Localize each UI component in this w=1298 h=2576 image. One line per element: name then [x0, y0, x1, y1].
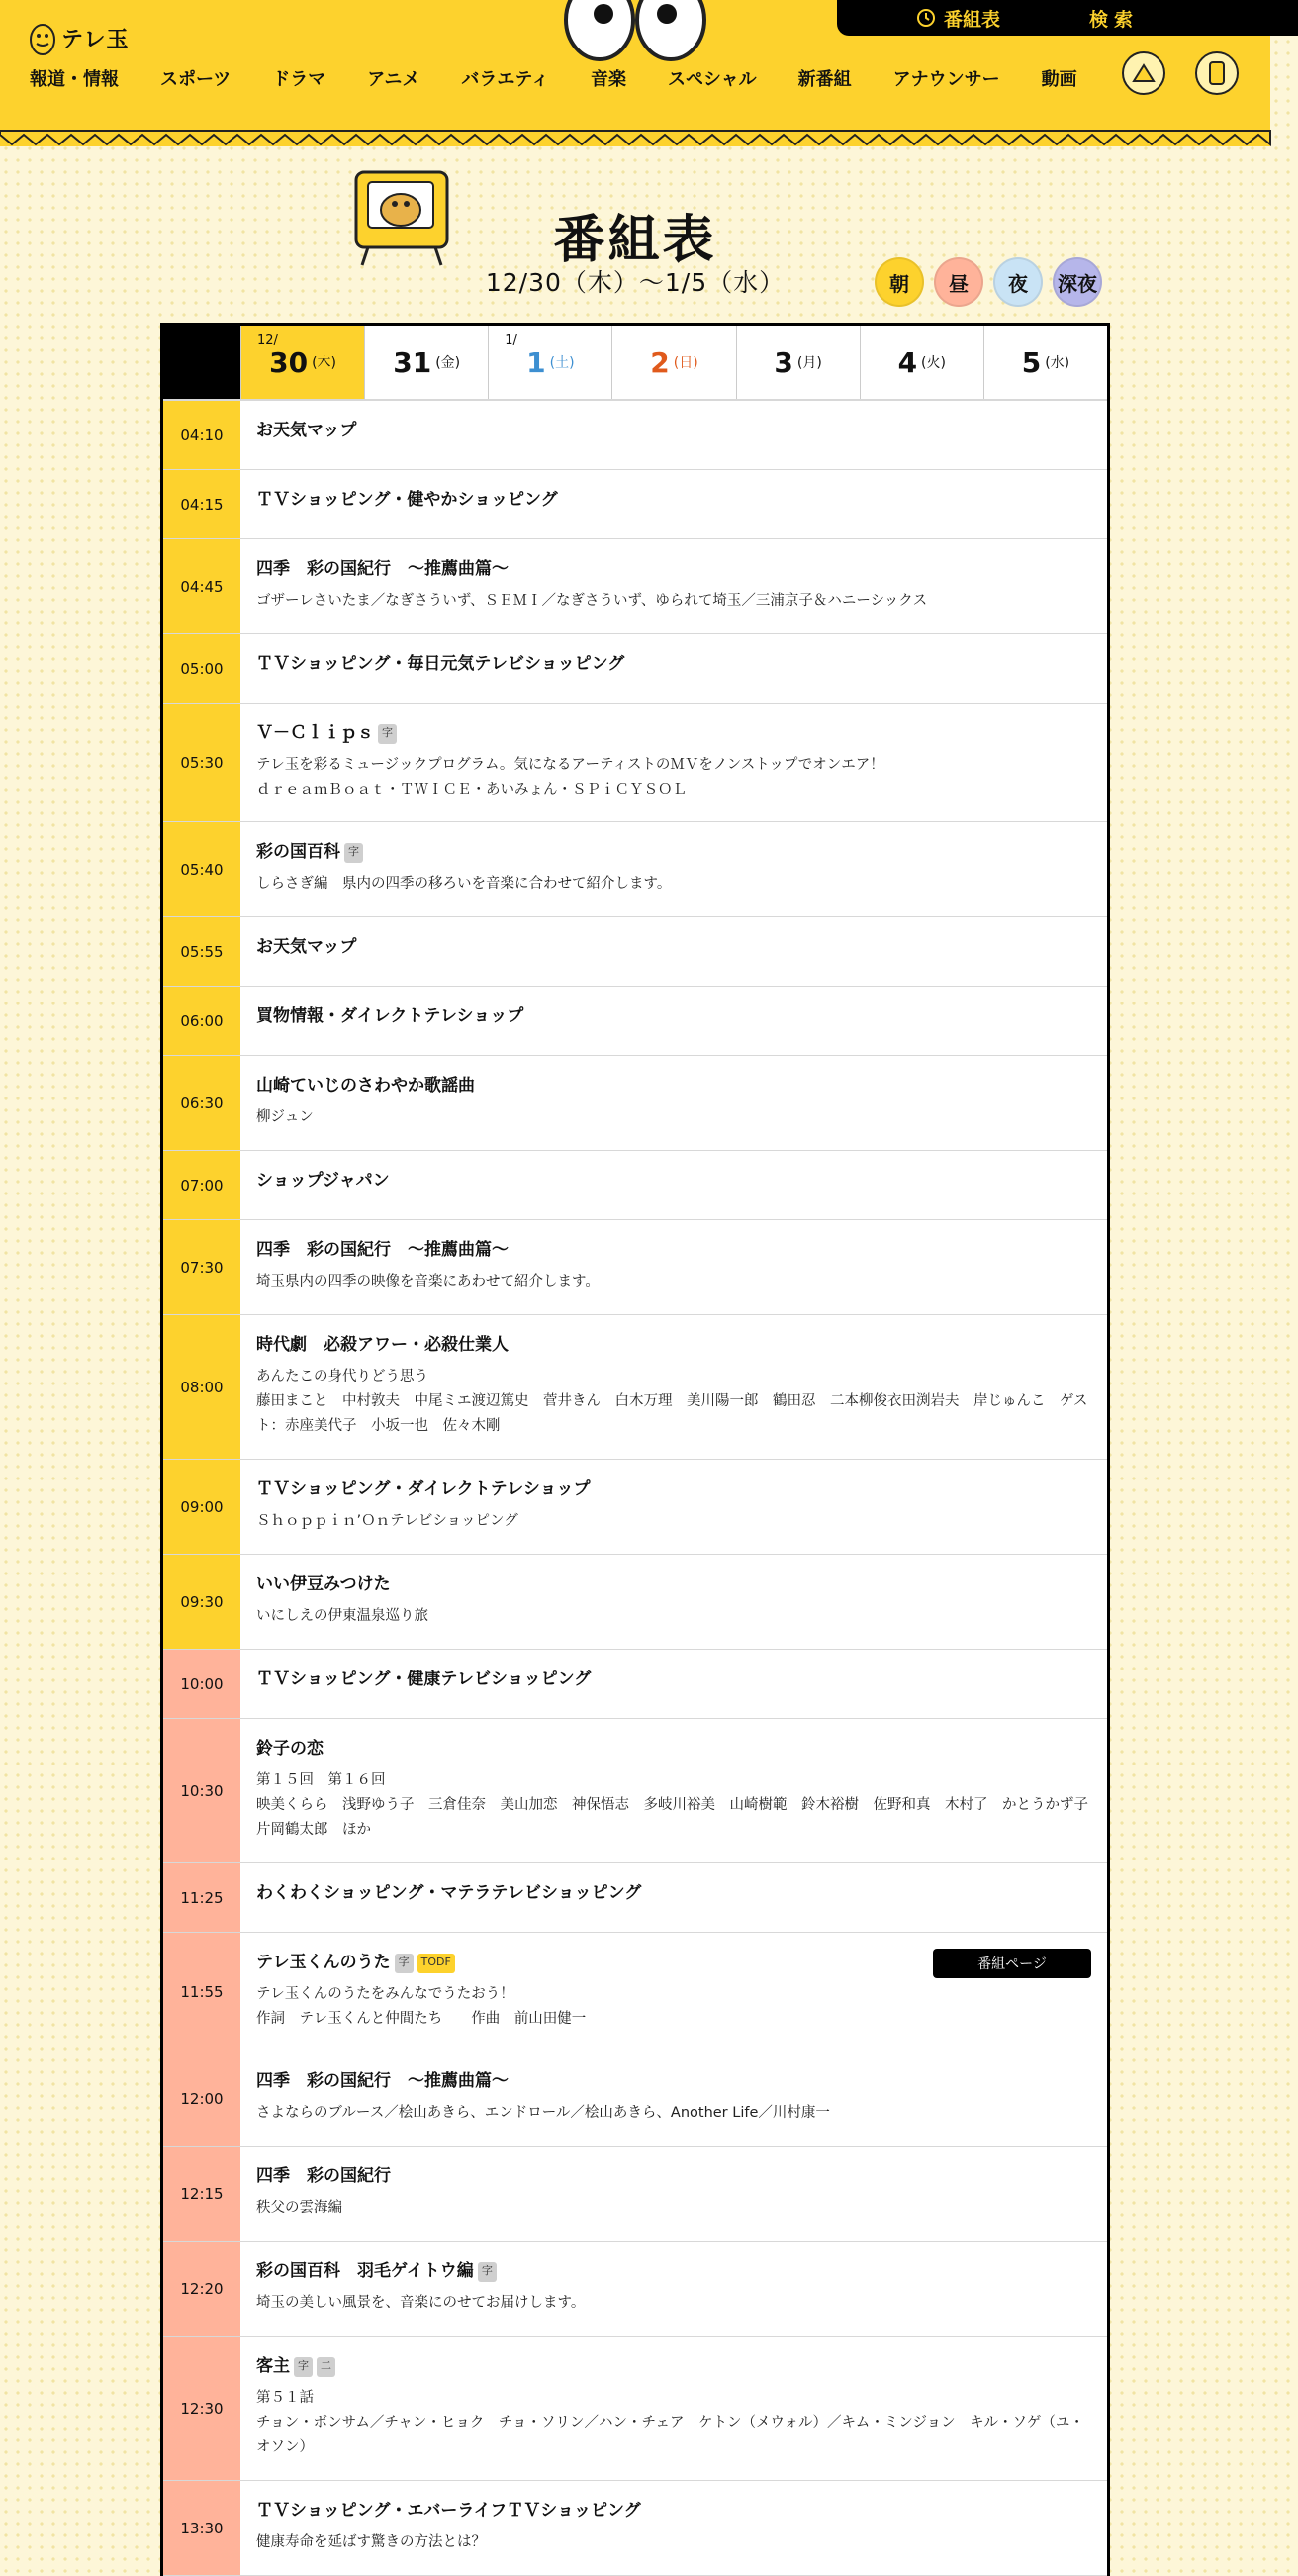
program-list: [163, 401, 1107, 2576]
program-title[interactable]: 鈴子の恋: [256, 1739, 324, 1759]
program-description: 健康寿命を延ばす驚きの方法とは？: [256, 2534, 486, 2550]
day-tab[interactable]: [736, 326, 860, 399]
program-row[interactable]: [163, 1220, 1107, 1315]
program-title[interactable]: ＴＶショッピング・エバーライフＴＶショッピング: [256, 2501, 641, 2521]
program-time: 09:30: [163, 1555, 240, 1649]
teletama-mascot-icon: [28, 18, 57, 57]
mascot-eyes-icon: [562, 0, 708, 61]
program-title[interactable]: ＴＶショッピング・毎日元気テレビショッピング: [256, 654, 625, 674]
time-of-day-buttons: [875, 257, 1102, 307]
program-title-line: [256, 721, 1091, 745]
late-night-button[interactable]: 深夜: [1053, 257, 1102, 307]
program-time: 04:10: [163, 401, 240, 469]
day-number: 31: [393, 345, 432, 379]
program-cell: [240, 822, 1107, 916]
nav-music[interactable]: 音楽: [590, 69, 626, 90]
program-title-line: [256, 935, 1091, 959]
program-title[interactable]: 四季 彩の国紀行 ～推薦曲篇～: [256, 559, 509, 579]
program-row[interactable]: [163, 822, 1107, 917]
day-number: 1: [526, 345, 546, 379]
program-title-line: [256, 1478, 1091, 1501]
program-time: 04:15: [163, 470, 240, 538]
program-time: 06:30: [163, 1056, 240, 1150]
main-nav: [30, 63, 1077, 93]
program-title-line: [256, 1169, 1091, 1193]
program-description: ゴザーレさいたま／なぎさういず、ＳＥＭＩ／なぎさういず、ゆられて埼玉／三浦京子＆ハニーシックス: [256, 593, 928, 609]
program-description: いにしえの伊東温泉巡り旅: [256, 1608, 428, 1624]
program-title[interactable]: 四季 彩の国紀行: [256, 2166, 391, 2186]
program-row[interactable]: [163, 634, 1107, 704]
program-time: 10:00: [163, 1650, 240, 1718]
program-time: 11:55: [163, 1933, 240, 2051]
program-page-button[interactable]: 番組ページ: [933, 1949, 1091, 1978]
program-time: 05:30: [163, 704, 240, 821]
program-title-line: [256, 1573, 1091, 1596]
caption-badge: 字: [395, 1954, 414, 1973]
program-row[interactable]: [163, 1056, 1107, 1151]
program-title[interactable]: 時代劇 必殺アワー・必殺仕業人: [256, 1335, 509, 1355]
caption-badge: 字: [378, 724, 397, 744]
header-zigzag-edge: [0, 131, 1270, 148]
program-row[interactable]: [163, 470, 1107, 539]
program-cell: [240, 1719, 1107, 1862]
program-row[interactable]: [163, 1555, 1107, 1650]
program-cell: [240, 2481, 1107, 2575]
program-title-line: [256, 557, 1091, 581]
program-description: 埼玉の美しい風景を、音楽にのせてお届けします。: [256, 2295, 586, 2311]
program-time: 06:00: [163, 987, 240, 1055]
day-of-week: (金): [435, 355, 461, 371]
todf-badge: TODF: [417, 1954, 455, 1973]
program-time: 05:40: [163, 822, 240, 916]
program-time: 07:30: [163, 1220, 240, 1314]
program-cell: [240, 2242, 1107, 2336]
program-time: 12:00: [163, 2051, 240, 2146]
program-title[interactable]: いい伊豆みつけた: [256, 1574, 391, 1594]
program-cell: [240, 1460, 1107, 1554]
program-title[interactable]: 山崎ていじのさわやか歌謡曲: [256, 1076, 475, 1096]
morning-button[interactable]: 朝: [875, 257, 924, 307]
program-title[interactable]: 四季 彩の国紀行 ～推薦曲篇～: [256, 1240, 509, 1260]
program-cell: [240, 1056, 1107, 1150]
day-number: 4: [897, 345, 918, 379]
program-title-line: [256, 2069, 1091, 2093]
top-utility-bar: [837, 0, 1298, 36]
program-description: 第１５回 第１６回 映美くらら 浅野ゆう子 三倉佳奈 美山加恋 神保悟志 多岐川裕美 山崎樹範 鈴木裕樹 佐野和真 木村了 かとうかず子 片岡鶴太郎 ほか: [256, 1772, 1088, 1838]
day-of-week: (月): [796, 355, 822, 371]
program-title-line: [256, 1333, 1091, 1357]
nav-drama[interactable]: ドラマ: [272, 69, 326, 90]
program-title-line: [256, 1881, 1091, 1905]
day-tab[interactable]: [860, 326, 983, 399]
program-guide-label: 番組表: [944, 8, 1001, 31]
teletama-house-icon[interactable]: [1122, 51, 1165, 95]
program-cell: [240, 987, 1107, 1055]
program-title[interactable]: ＴＶショッピング・健やかショッピング: [256, 490, 558, 510]
program-title-line: [256, 1074, 1091, 1097]
day-of-week: (火): [921, 355, 946, 371]
program-title[interactable]: 客主: [256, 2356, 290, 2376]
day-month: 12/: [257, 334, 278, 348]
program-time: 08:00: [163, 1315, 240, 1459]
day-number: 3: [774, 345, 793, 379]
program-cell: [240, 1151, 1107, 1219]
teletama-app-icon[interactable]: [1195, 51, 1239, 95]
program-time: 12:15: [163, 2147, 240, 2241]
program-description: しらさぎ編 県内の四季の移ろいを音楽に合わせて紹介します。: [256, 876, 672, 892]
day-number: 2: [650, 345, 670, 379]
program-row[interactable]: [163, 1719, 1107, 1863]
program-cell: [240, 539, 1107, 633]
program-title[interactable]: Ｖ－Ｃｌｉｐｓ: [256, 723, 374, 743]
program-cell: [240, 704, 1107, 821]
program-cell: [240, 2051, 1107, 2146]
day-of-week: (木): [312, 355, 337, 371]
program-row[interactable]: [163, 917, 1107, 987]
program-description: Ｓｈｏｐｐｉｎ’Ｏｎテレビショッピング: [256, 1513, 518, 1529]
date-range: 12/30（木）〜1/5（水）: [485, 268, 786, 297]
program-title-line: [256, 2499, 1091, 2523]
search-label: 検索: [1089, 8, 1140, 31]
nav-new-programs[interactable]: 新番組: [797, 69, 852, 90]
page-title: 番組表: [553, 211, 717, 270]
program-cell: [240, 1555, 1107, 1649]
day-of-week: (日): [673, 355, 698, 371]
program-description: テレ玉を彩るミュージックプログラム。気になるアーティストのＭＶをノンストップでオンエア！ ｄｒｅａｍＢｏａｔ・ＴＷＩＣＥ・あいみょん・ＳＰｉＣＹＳＯＬ: [256, 757, 884, 798]
program-row[interactable]: [163, 1863, 1107, 1933]
program-row[interactable]: [163, 1315, 1107, 1460]
program-description: 柳ジュン: [256, 1109, 314, 1125]
program-cell: [240, 1933, 1107, 2051]
program-cell: [240, 470, 1107, 538]
program-row[interactable]: [163, 2051, 1107, 2147]
day-of-week: (水): [1045, 355, 1070, 371]
program-title[interactable]: ＴＶショッピング・ダイレクトテレショップ: [256, 1479, 591, 1499]
program-title-line: [256, 1238, 1091, 1262]
program-row[interactable]: [163, 704, 1107, 822]
program-time: 05:00: [163, 634, 240, 703]
caption-badge: 字: [478, 2262, 497, 2282]
program-time: 12:30: [163, 2337, 240, 2480]
program-cell: [240, 2147, 1107, 2241]
day-month: 1/: [505, 334, 517, 348]
program-title[interactable]: お天気マップ: [256, 421, 357, 440]
program-title-line: [256, 2354, 1091, 2378]
program-row[interactable]: [163, 1650, 1107, 1719]
caption-badge: 字: [294, 2357, 313, 2377]
program-title[interactable]: わくわくショッピング・マテラテレビショッピング: [256, 1883, 642, 1903]
program-row[interactable]: [163, 2147, 1107, 2242]
program-row[interactable]: [163, 2481, 1107, 2576]
program-title-line: [256, 840, 1091, 864]
program-row[interactable]: [163, 539, 1107, 634]
program-title-line: [256, 419, 1091, 442]
day-number: 30: [269, 345, 309, 379]
program-time: 04:45: [163, 539, 240, 633]
program-cell: [240, 401, 1107, 469]
program-guide-link[interactable]: [916, 5, 1000, 32]
program-row[interactable]: [163, 2242, 1107, 2337]
logo-text: テレ玉: [61, 27, 130, 52]
day-tab[interactable]: [364, 326, 488, 399]
program-time: 13:30: [163, 2481, 240, 2575]
program-description: あんたこの身代りどう思う 藤田まこと 中村敦夫 中尾ミエ渡辺篤史 菅井きん 白木万理 美川陽一郎 鶴田忍 二本柳俊衣田渕岩夫 岸じゅんこ ゲスト：赤座美代子 小坂一也 佐々木剛: [256, 1369, 1088, 1434]
day-tab[interactable]: [983, 326, 1107, 399]
caption-badge: 字: [344, 843, 363, 863]
program-cell: [240, 1220, 1107, 1314]
program-cell: [240, 634, 1107, 703]
program-time: 09:00: [163, 1460, 240, 1554]
program-time: 10:30: [163, 1719, 240, 1862]
program-title[interactable]: ＴＶショッピング・健康テレビショッピング: [256, 1670, 592, 1689]
nav-special[interactable]: スペシャル: [667, 69, 757, 90]
program-time: 12:20: [163, 2242, 240, 2336]
program-title-line: [256, 1004, 1091, 1028]
program-title[interactable]: 買物情報・ダイレクトテレショップ: [256, 1006, 524, 1026]
day-tab[interactable]: [240, 326, 364, 399]
program-row[interactable]: [163, 1460, 1107, 1555]
day-tabs: [163, 326, 1107, 401]
daytime-button[interactable]: 昼: [934, 257, 983, 307]
clock-icon: [916, 8, 936, 28]
day-tab[interactable]: [488, 326, 611, 399]
night-button[interactable]: 夜: [993, 257, 1043, 307]
schedule-table: [160, 323, 1110, 2576]
program-description: 埼玉県内の四季の映像を音楽にあわせて紹介します。: [256, 1274, 600, 1289]
program-cell: [240, 2337, 1107, 2480]
program-time: 07:00: [163, 1151, 240, 1219]
program-title-line: [256, 2164, 1091, 2188]
program-title[interactable]: テレ玉くんのうた: [256, 1953, 391, 1972]
program-title[interactable]: お天気マップ: [256, 937, 357, 957]
program-title[interactable]: 彩の国百科: [256, 842, 340, 862]
nav-variety[interactable]: バラエティ: [461, 69, 549, 90]
caption-badge: 二: [317, 2357, 335, 2377]
day-tab[interactable]: [611, 326, 735, 399]
program-title-line: [256, 652, 1091, 676]
program-title-line: [256, 488, 1091, 512]
program-description: さよならのブルース／桧山あきら、エンドロール／桧山あきら、Another Life／川村康一: [256, 2105, 830, 2121]
nav-announcer[interactable]: アナウンサー: [892, 69, 1000, 90]
day-of-week: (土): [549, 355, 575, 371]
program-row[interactable]: [163, 1151, 1107, 1220]
program-description: 第５１話 チョン・ボンサム／チャン・ヒョク チョ・ソリン／ハン・チェア ケトン（メウォル）／キム・ミンジョン キル・ソゲ（ユ・オソン）: [256, 2390, 1084, 2455]
program-row[interactable]: [163, 401, 1107, 470]
program-row[interactable]: [163, 987, 1107, 1056]
program-time: 11:25: [163, 1863, 240, 1932]
nav-news[interactable]: 報道・情報: [30, 69, 119, 90]
program-cell: [240, 1315, 1107, 1459]
program-title[interactable]: 四季 彩の国紀行 ～推薦曲篇～: [256, 2071, 509, 2091]
program-cell: [240, 1863, 1107, 1932]
nav-sports[interactable]: スポーツ: [160, 69, 232, 90]
program-description: テレ玉くんのうたをみんなでうたおう！ 作詞 テレ玉くんと仲間たち 作曲 前山田健一: [256, 1986, 587, 2027]
nav-video[interactable]: 動画: [1041, 69, 1077, 90]
site-logo[interactable]: [28, 16, 146, 59]
program-title-line: [256, 1668, 1091, 1691]
program-title-line: [256, 1737, 1091, 1761]
site-header: [0, 0, 1270, 146]
nav-anime[interactable]: アニメ: [367, 69, 420, 90]
program-title[interactable]: ショップジャパン: [256, 1171, 390, 1191]
program-row[interactable]: [163, 2337, 1107, 2481]
program-cell: [240, 1650, 1107, 1718]
day-tabs-corner: [163, 326, 240, 399]
search-link[interactable]: [1089, 5, 1139, 32]
program-title-line: [256, 2259, 1091, 2283]
program-row[interactable]: [163, 1933, 1107, 2051]
program-description: 秩父の雲海編: [256, 2200, 342, 2216]
program-cell: [240, 917, 1107, 986]
day-number: 5: [1021, 345, 1042, 379]
program-time: 05:55: [163, 917, 240, 986]
program-title[interactable]: 彩の国百科 羽毛ゲイトウ編: [256, 2261, 474, 2281]
